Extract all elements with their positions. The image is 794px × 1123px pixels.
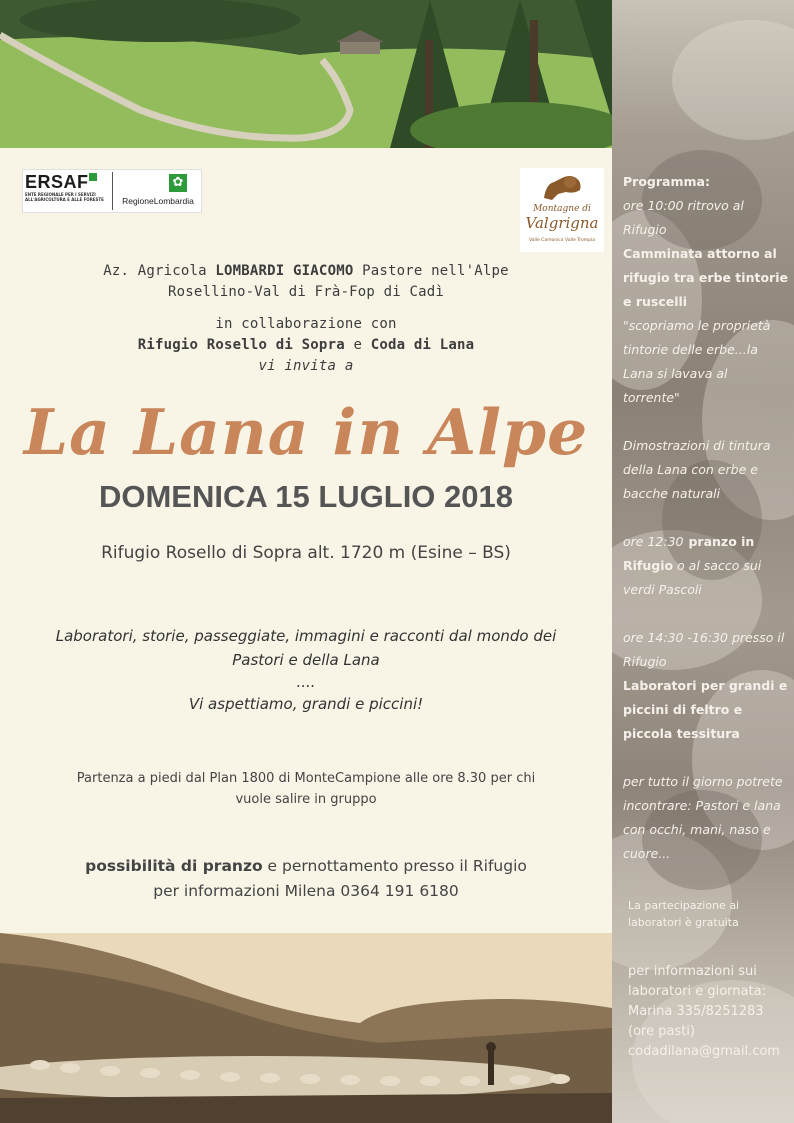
ersaf-leaf-icon [89,173,97,181]
departure-line2: vuole salire in gruppo [235,792,377,807]
invite-text: vi invita a [258,358,354,374]
regione-lombardia-icon: ✿ [169,174,187,192]
partners-and: e [344,337,371,353]
program-time-3: ore 14:30 -16:30 presso il Rifugio [623,630,785,669]
program-demo: Dimostrazioni di tintura della Lana con erbe e bacche naturali [623,438,771,501]
program-quote: "scopriamo le proprietà tintorie delle erbe...la Lana si lavava al torrente" [623,318,771,405]
regione-lombardia-text: RegioneLombardia [122,196,194,206]
program-heading: Programma: [623,174,710,189]
program-lunch-bold1: pranzo in [688,534,755,549]
program-lunch-rest: o al sacco sui verdi Pascoli [623,558,762,597]
event-date: DOMENICA 15 LUGLIO 2018 [98,479,513,514]
sheep-flock-photo [0,933,612,1123]
partners-line [0,335,612,356]
program-walk: Camminata attorno al rifugio tra erbe tintorie e ruscelli [623,246,788,309]
welcome-text: Vi aspettiamo, grandi e piccini! [188,695,424,713]
contact-note: (ore pasti) [628,1024,695,1039]
intro-suffix: Pastore nell'Alpe [353,263,509,279]
goat-icon [540,172,584,202]
valgrigna-logo-subtitle: Valle Camonica Valle Trompia [528,238,595,243]
free-participation: La partecipazione ai laboratori è gratuita [628,899,740,929]
lunch-rest: e pernottamento presso il Rifugio [262,857,527,875]
contact-email[interactable]: codadilana@gmail.com [628,1044,780,1059]
description-line1: Laboratori, storie, passeggiate, immagini e racconti dal mondo dei [55,627,557,645]
departure-line1: Partenza a piedi dal Plan 1800 di MonteCampione alle ore 8.30 per chi [76,771,536,786]
description-line2: Pastori e della Lana [232,651,380,669]
valgrigna-logo [520,168,604,252]
intro-line2: Rosellino-Val di Frà-Fop di Cadì [167,284,445,300]
logo-divider [112,172,113,210]
program-lunch [623,530,788,554]
collab-text: in collaborazione con [215,316,397,332]
valgrigna-logo-line1: Montagne di [533,204,591,214]
intro-prefix: Az. Agricola [103,263,216,279]
program-time-2: ore 12:30 [623,534,684,549]
info-phone: per informazioni Milena 0364 191 6180 [153,882,459,900]
contact-block [628,962,792,1062]
lunch-line [0,854,612,879]
ersaf-logo-text: ERSAF [25,172,89,192]
intro-block [0,261,612,303]
ersaf-logo-subtitle: ENTE REGIONALE PER I SERVIZI ALL'AGRICOLTURA E ALLE FORESTE [25,192,104,202]
contact-intro: per informazioni sui laboratori e giornata: [628,964,766,999]
event-location: Rifugio Rosello di Sopra alt. 1720 m (Esine – BS) [101,543,511,563]
sheep-illustration [0,933,612,1123]
valgrigna-logo-line2: Valgrigna [525,214,599,232]
intro-line1 [0,261,612,282]
event-title: La Lana in Alpe [23,395,589,469]
ersaf-regione-logo [22,169,202,213]
program-lunch-line2 [623,554,788,602]
departure-block [0,768,612,810]
collab-block [0,314,612,377]
description-block [0,624,612,716]
program-block [623,170,788,866]
meadow-illustration [0,0,612,148]
lunch-info-block [0,854,612,904]
contact-name: Marina 335/8251283 [628,1004,764,1019]
partner-2: Coda di Lana [370,337,475,353]
description-dots: .... [296,673,316,691]
lunch-bold: possibilità di pranzo [85,857,263,875]
program-labs: Laboratori per grandi e piccini di feltro e piccola tessitura [623,678,788,741]
program-time-1: ore 10:00 ritrovo al Rifugio [623,198,744,237]
alpine-meadow-photo [0,0,612,148]
partner-1: Rifugio Rosello di Sopra [137,337,345,353]
program-meet: per tutto il giorno potrete incontrare: Pastori e lana con occhi, mani, naso e cuore... [623,774,783,861]
farm-name: LOMBARDI GIACOMO [215,263,354,279]
program-lunch-bold2: Rifugio [623,558,674,573]
